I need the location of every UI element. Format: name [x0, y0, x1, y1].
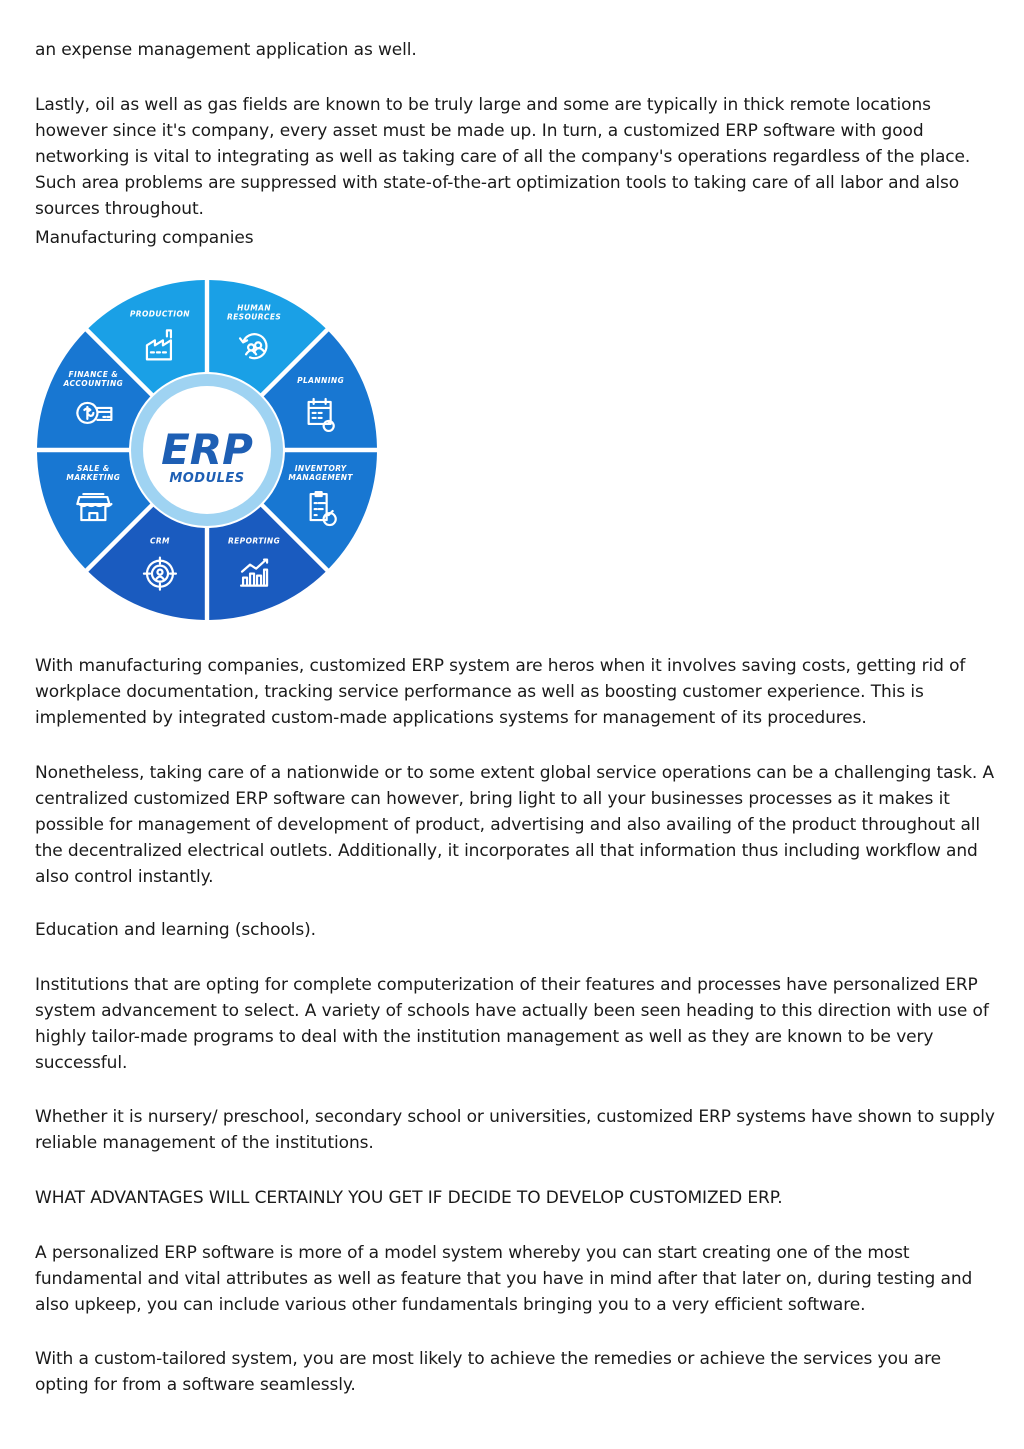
paragraph: With a custom-tailored system, you are most likely to achieve the remedies or achieve the services you are opting for from a software seamlessly.: [35, 1349, 941, 1395]
paragraph: With manufacturing companies, customized ERP system are heros when it involves saving costs, getting rid of workplace documentation, tracking service performance as well as boosting customer experience. This is implemented by integrated custom-made applications systems for management of its procedures.: [35, 656, 966, 728]
paragraph: Institutions that are opting for complete computerization of their features and processes have personalized ERP system advancement to select. A variety of schools have actually been seen heading to this direction with use of highly tailor-made programs to deal with the institution management as well as they are known to be very successful.: [35, 975, 989, 1073]
segment-label: PRODUCTION: [129, 309, 190, 319]
segment-label: HUMAN RESOURCES: [226, 303, 282, 322]
erp-center-subtitle: MODULES: [169, 471, 245, 486]
segment-label: PLANNING: [297, 375, 345, 385]
erp-modules-diagram: [35, 278, 379, 622]
segment-label: FINANCE & ACCOUNTING: [63, 369, 124, 388]
section-heading: Manufacturing companies: [35, 228, 254, 248]
paragraph: Nonetheless, taking care of a nationwide or to some extent global service operations can be a challenging task. A centralized customized ERP software can however, bring light to all your businesses processes as it makes it possible for management of development of product, advertising and also availing of the product throughout all the decentralized electrical outlets. Additionally, it incorporates all that information thus including workflow and also control instantly.: [35, 763, 995, 887]
erp-wheel: [35, 278, 379, 622]
erp-center-title: ERP: [161, 425, 253, 474]
paragraph: Lastly, oil as well as gas fields are known to be truly large and some are typically in thick remote locations however since it's company, every asset must be made up. In turn, a customized ERP software with good networking is vital to integrating as well as taking care of all the company's operations regardless of the place. Such area problems are suppressed with state-of-the-art optimization tools to taking care of all labor and also sources throughout.: [35, 95, 971, 219]
segment-label: REPORTING: [227, 536, 281, 546]
paragraph: an expense management application as well.: [35, 40, 417, 60]
section-heading: WHAT ADVANTAGES WILL CERTAINLY YOU GET IF DECIDE TO DEVELOP CUSTOMIZED ERP.: [35, 1188, 783, 1208]
segment-label: INVENTORY MANAGEMENT: [288, 464, 353, 483]
section-heading: Education and learning (schools).: [35, 920, 316, 940]
paragraph: A personalized ERP software is more of a model system whereby you can start creating one of the most fundamental and vital attributes as well as feature that you have in mind after that later on, during testing and also upkeep, you can include various other fundamentals bringing you to a very efficient software.: [35, 1243, 973, 1315]
segment-label: SALE & MARKETING: [66, 464, 121, 483]
segment-label: CRM: [149, 536, 170, 546]
paragraph: Whether it is nursery/ preschool, secondary school or universities, customized ERP systems have shown to supply reliable management of the institutions.: [35, 1107, 995, 1153]
